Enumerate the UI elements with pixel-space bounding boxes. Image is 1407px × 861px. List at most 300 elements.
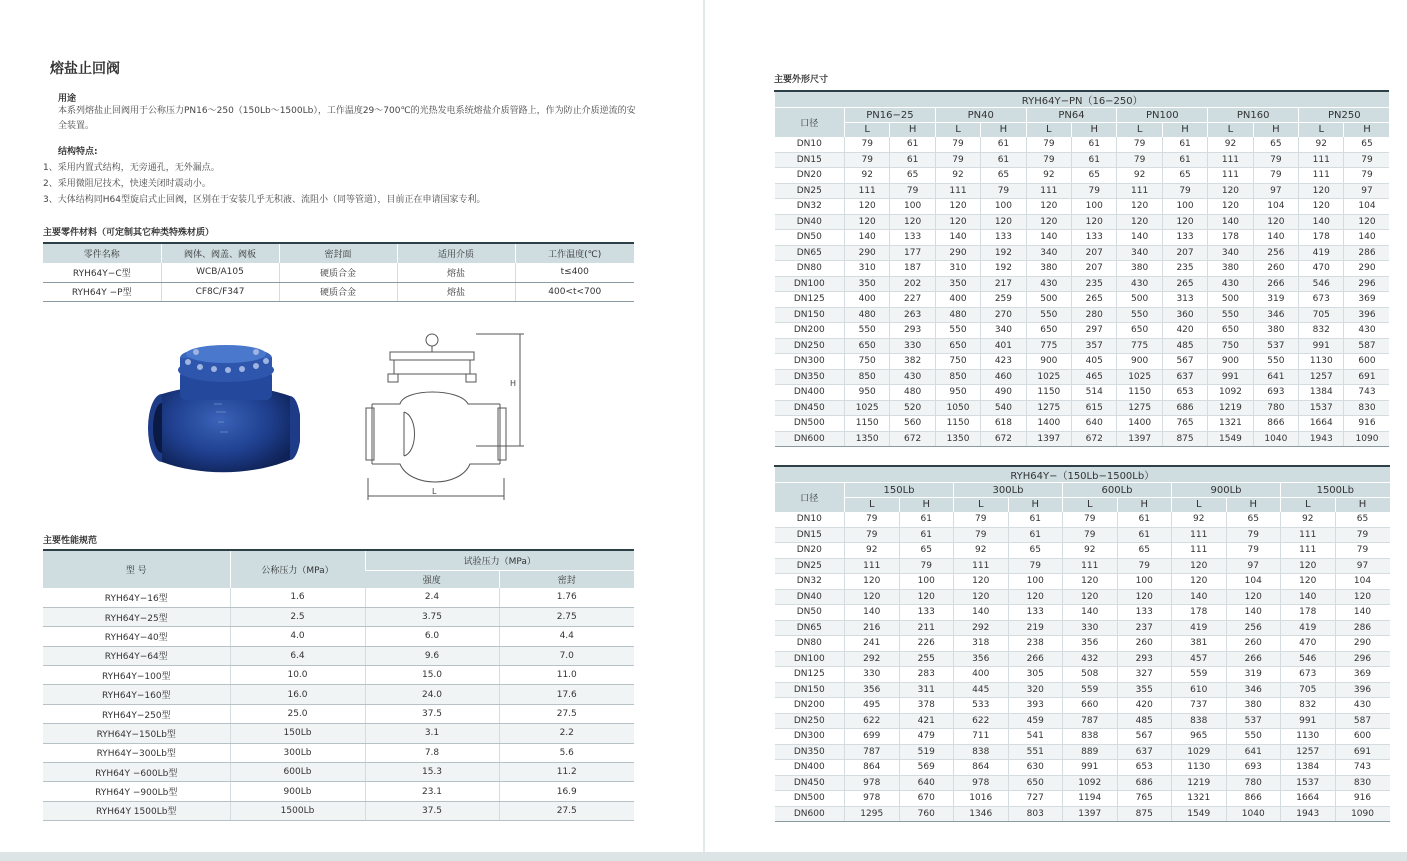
cell: 104 <box>1344 199 1390 215</box>
diameter-cell: DN600 <box>775 806 845 822</box>
cell: 207 <box>1072 245 1117 261</box>
cell: 111 <box>1026 183 1071 199</box>
diameter-cell: DN40 <box>775 589 845 605</box>
cell: 1943 <box>1281 806 1336 822</box>
cell: 100 <box>899 574 954 590</box>
cell: 140 <box>1253 230 1298 246</box>
cell: 311 <box>899 682 954 698</box>
cell: RYH64Y −600Lb型 <box>43 763 230 782</box>
diameter-cell: DN65 <box>775 245 845 261</box>
cell: 900 <box>1208 354 1253 370</box>
cell: 780 <box>1253 400 1298 416</box>
cell: 133 <box>890 230 935 246</box>
col-group: PN40 <box>935 108 1026 123</box>
cell: 140 <box>935 230 980 246</box>
diameter-cell: DN300 <box>775 354 845 370</box>
table-row <box>43 588 634 607</box>
cell: 637 <box>1117 744 1172 760</box>
cell: 1321 <box>1208 416 1253 432</box>
cell: 5.6 <box>499 743 634 762</box>
cell: 97 <box>1344 183 1390 199</box>
table-row <box>775 245 1390 261</box>
cell: 514 <box>1072 385 1117 401</box>
cell: 259 <box>981 292 1026 308</box>
table-row <box>775 307 1390 323</box>
cell: 356 <box>954 651 1009 667</box>
cell: 520 <box>890 400 935 416</box>
diameter-cell: DN350 <box>775 744 845 760</box>
cell: 380 <box>1253 323 1298 339</box>
cell: 1150 <box>1026 385 1071 401</box>
cell: RYH64Y −P型 <box>43 282 161 301</box>
cell: 104 <box>1226 574 1281 590</box>
cell: 430 <box>1026 276 1071 292</box>
cell: 265 <box>1072 292 1117 308</box>
cell: 550 <box>935 323 980 339</box>
cell: 79 <box>1344 152 1390 168</box>
cell: 1.76 <box>499 588 634 607</box>
cell: 92 <box>1208 137 1253 153</box>
cell: 653 <box>1117 760 1172 776</box>
diameter-cell: DN25 <box>775 183 845 199</box>
col-group: PN250 <box>1299 108 1390 123</box>
cell: 226 <box>899 636 954 652</box>
cell: 1397 <box>1063 806 1118 822</box>
cell: 11.0 <box>499 666 634 685</box>
cell: 750 <box>935 354 980 370</box>
cell: 120 <box>1063 589 1118 605</box>
cell: 405 <box>1072 354 1117 370</box>
cell: 838 <box>1063 729 1118 745</box>
cell: 1549 <box>1208 431 1253 447</box>
cell: 400 <box>845 292 890 308</box>
cell: 330 <box>890 338 935 354</box>
cell: 15.3 <box>365 763 499 782</box>
diameter-cell: DN100 <box>775 276 845 292</box>
cell: 120 <box>1172 558 1227 574</box>
materials-col-seal: 密封面 <box>279 243 397 263</box>
diameter-cell: DN250 <box>775 338 845 354</box>
col-l: L <box>845 498 900 512</box>
cell: 350 <box>845 276 890 292</box>
cell: 1219 <box>1208 400 1253 416</box>
cell: 480 <box>890 385 935 401</box>
cell: 1257 <box>1281 744 1336 760</box>
cell: 202 <box>890 276 935 292</box>
cell: 207 <box>1072 261 1117 277</box>
col-group: PN64 <box>1026 108 1117 123</box>
cell: 92 <box>845 168 890 184</box>
dimensions-heading: 主要外形尺寸 <box>774 75 829 85</box>
cell: 1050 <box>935 400 980 416</box>
cell: 79 <box>954 527 1009 543</box>
cell: 693 <box>1253 385 1298 401</box>
cell: 470 <box>1281 636 1336 652</box>
cell: 1664 <box>1299 416 1344 432</box>
cell: 369 <box>1344 292 1390 308</box>
cell: 23.1 <box>365 782 499 801</box>
cell: 672 <box>890 431 935 447</box>
cell: 430 <box>1335 698 1390 714</box>
cell: 369 <box>1335 667 1390 683</box>
cell: 17.6 <box>499 685 634 704</box>
diameter-cell: DN400 <box>775 385 845 401</box>
table-row <box>775 806 1390 822</box>
cell: 1040 <box>1253 431 1298 447</box>
cell: 79 <box>845 137 890 153</box>
cell: 120 <box>1117 214 1162 230</box>
cell: WCB/A105 <box>161 263 279 282</box>
cell: 192 <box>981 261 1026 277</box>
diameter-cell: DN40 <box>775 214 845 230</box>
cell: 6.0 <box>365 627 499 646</box>
cell: 381 <box>1172 636 1227 652</box>
table-row <box>43 666 634 685</box>
cell: 1130 <box>1281 729 1336 745</box>
table-row <box>43 782 634 801</box>
cell: 900 <box>1117 354 1162 370</box>
col-group: 150Lb <box>845 483 954 498</box>
table-row <box>43 704 634 723</box>
cell: 140 <box>1344 230 1390 246</box>
cell: 1537 <box>1299 400 1344 416</box>
cell: 207 <box>1162 245 1207 261</box>
cell: 120 <box>935 214 980 230</box>
cell: 1350 <box>935 431 980 447</box>
page-title: 熔盐止回阀 <box>50 61 120 77</box>
cell: 1130 <box>1299 354 1344 370</box>
cell: 1350 <box>845 431 890 447</box>
table-row <box>775 558 1390 574</box>
perf-col-pressure: 公称压力（MPa） <box>230 550 365 588</box>
col-h: H <box>1253 123 1298 137</box>
usage-heading: 用途 <box>58 94 77 104</box>
cell: 61 <box>1117 512 1172 528</box>
cell: 396 <box>1335 682 1390 698</box>
cell: 340 <box>1117 245 1162 261</box>
perf-col-test: 试验压力（MPa） <box>365 550 634 570</box>
cell: 1040 <box>1226 806 1281 822</box>
cell: 79 <box>981 183 1026 199</box>
cell: 1150 <box>845 416 890 432</box>
cell: 1400 <box>1026 416 1071 432</box>
cell: 640 <box>899 775 954 791</box>
perf-col-seal: 密封 <box>499 570 634 588</box>
col-h: H <box>1344 123 1390 137</box>
cell: 750 <box>1208 338 1253 354</box>
cell: 615 <box>1072 400 1117 416</box>
cell: 292 <box>845 651 900 667</box>
cell: 120 <box>1281 574 1336 590</box>
cell: 79 <box>1344 168 1390 184</box>
feature-item-1: 1、采用内置式结构，无旁通孔，无外漏点。 <box>43 163 220 173</box>
cell: 650 <box>1117 323 1162 339</box>
cell: 1092 <box>1208 385 1253 401</box>
cell: 1025 <box>1117 369 1162 385</box>
bottom-band <box>0 852 1407 861</box>
cell: 硬质合金 <box>279 282 397 301</box>
cell: 400 <box>954 667 1009 683</box>
cell: 37.5 <box>365 801 499 820</box>
table-row <box>43 282 634 301</box>
cell: 65 <box>981 168 1026 184</box>
cell: 266 <box>1253 276 1298 292</box>
cell: 260 <box>1253 261 1298 277</box>
col-h: H <box>899 498 954 512</box>
cell: 37.5 <box>365 704 499 723</box>
cell: 991 <box>1281 713 1336 729</box>
cell: 111 <box>954 558 1009 574</box>
col-group: 900Lb <box>1172 483 1281 498</box>
cell: 7.0 <box>499 646 634 665</box>
drawing-l-label: L <box>432 487 437 496</box>
cell: 10.0 <box>230 666 365 685</box>
cell: RYH64Y−150Lb型 <box>43 724 230 743</box>
cell: 79 <box>935 137 980 153</box>
cell: 765 <box>1117 791 1172 807</box>
cell: 430 <box>1117 276 1162 292</box>
cell: 485 <box>1117 713 1172 729</box>
cell: 120 <box>1208 183 1253 199</box>
diameter-cell: DN450 <box>775 775 845 791</box>
cell: 691 <box>1344 369 1390 385</box>
col-l: L <box>935 123 980 137</box>
cell: 978 <box>845 775 900 791</box>
cell: 350 <box>935 276 980 292</box>
cell: 241 <box>845 636 900 652</box>
cell: 537 <box>1226 713 1281 729</box>
cell: 622 <box>845 713 900 729</box>
cell: 120 <box>954 574 1009 590</box>
table-row <box>775 400 1390 416</box>
col-l: L <box>1026 123 1071 137</box>
diameter-cell: DN200 <box>775 698 845 714</box>
cell: 140 <box>1335 605 1390 621</box>
cell: 120 <box>1344 214 1390 230</box>
cell: 120 <box>1117 589 1172 605</box>
cell: 292 <box>954 620 1009 636</box>
cell: 965 <box>1172 729 1227 745</box>
cell: 65 <box>1008 543 1063 559</box>
cell: 533 <box>954 698 1009 714</box>
cell: 1090 <box>1344 431 1390 447</box>
cell: 227 <box>890 292 935 308</box>
cell: 950 <box>845 385 890 401</box>
cell: 1664 <box>1281 791 1336 807</box>
cell: 216 <box>845 620 900 636</box>
cell: 419 <box>1172 620 1227 636</box>
cell: 217 <box>981 276 1026 292</box>
cell: 133 <box>1117 605 1172 621</box>
cell: 550 <box>845 323 890 339</box>
diameter-cell: DN150 <box>775 682 845 698</box>
cell: 559 <box>1172 667 1227 683</box>
table-row <box>775 698 1390 714</box>
cell: 92 <box>845 543 900 559</box>
usage-text: 本系列熔盐止回阀用于公称压力PN16～250（150Lb～1500Lb），工作温度29～700℃的光热发电系统熔盐介质管路上，作为防止介质逆流的安全装置。 <box>58 106 636 131</box>
cell: 432 <box>1063 651 1118 667</box>
cell: 120 <box>954 589 1009 605</box>
cell: 1500Lb <box>230 801 365 820</box>
diameter-cell: DN350 <box>775 369 845 385</box>
cell: 92 <box>1172 512 1227 528</box>
cell: 673 <box>1299 292 1344 308</box>
cell: 991 <box>1208 369 1253 385</box>
cell: 65 <box>1072 168 1117 184</box>
table-row <box>775 183 1390 199</box>
table-row <box>775 214 1390 230</box>
cell: 65 <box>1117 543 1172 559</box>
cell: 211 <box>899 620 954 636</box>
cell: 熔盐 <box>397 282 515 301</box>
cell: 641 <box>1253 369 1298 385</box>
cell: 356 <box>845 682 900 698</box>
col-diameter: 口径 <box>775 483 845 512</box>
cell: 600Lb <box>230 763 365 782</box>
cell: 1090 <box>1335 806 1390 822</box>
cell: 1029 <box>1172 744 1227 760</box>
materials-col-part: 零件名称 <box>43 243 161 263</box>
cell: 178 <box>1172 605 1227 621</box>
cell: 120 <box>1026 199 1071 215</box>
cell: 290 <box>1335 636 1390 652</box>
cell: 140 <box>1117 230 1162 246</box>
cell: 569 <box>899 760 954 776</box>
cell: 445 <box>954 682 1009 698</box>
cell: 319 <box>1226 667 1281 683</box>
cell: 65 <box>1344 137 1390 153</box>
cell: 79 <box>845 527 900 543</box>
cell: 587 <box>1335 713 1390 729</box>
cell: 401 <box>981 338 1026 354</box>
cell: 393 <box>1008 698 1063 714</box>
cell: 286 <box>1344 245 1390 261</box>
col-l: L <box>954 498 1009 512</box>
cell: 79 <box>954 512 1009 528</box>
cell: 111 <box>1281 543 1336 559</box>
diameter-cell: DN10 <box>775 137 845 153</box>
cell: 550 <box>1117 307 1162 323</box>
cell: 465 <box>1072 369 1117 385</box>
cell: RYH64Y−C型 <box>43 263 161 282</box>
cell: 92 <box>1281 512 1336 528</box>
cell: 1025 <box>845 400 890 416</box>
cell: 256 <box>1253 245 1298 261</box>
feature-item-3: 3、大体结构同H64型旋启式止回阀，区别在于安装几乎无积液、流阻小（同等管道），目前正在申请国家专利。 <box>43 195 486 205</box>
cell: 111 <box>845 558 900 574</box>
table-row <box>775 230 1390 246</box>
cell: 120 <box>1208 199 1253 215</box>
table-row <box>775 744 1390 760</box>
cell: 889 <box>1063 744 1118 760</box>
cell: 346 <box>1226 682 1281 698</box>
col-h: H <box>1162 123 1207 137</box>
cell: 650 <box>1026 323 1071 339</box>
cell: 4.4 <box>499 627 634 646</box>
cell: 775 <box>1117 338 1162 354</box>
materials-col-body: 阀体、阀盖、阀板 <box>161 243 279 263</box>
col-l: L <box>1117 123 1162 137</box>
cell: 79 <box>1117 137 1162 153</box>
cell: 650 <box>1008 775 1063 791</box>
cell: 178 <box>1208 230 1253 246</box>
cell: 61 <box>890 137 935 153</box>
cell: RYH64Y−100型 <box>43 666 230 685</box>
cell: 65 <box>890 168 935 184</box>
cell: 830 <box>1335 775 1390 791</box>
cell: 290 <box>935 245 980 261</box>
cell: 485 <box>1162 338 1207 354</box>
cell: 650 <box>845 338 890 354</box>
cell: 111 <box>935 183 980 199</box>
cell: 140 <box>1026 230 1071 246</box>
cell: 140 <box>845 230 890 246</box>
cell: 290 <box>1344 261 1390 277</box>
table-row <box>43 263 634 282</box>
cell: 705 <box>1299 307 1344 323</box>
cell: 266 <box>1226 651 1281 667</box>
table-row <box>43 685 634 704</box>
table-row <box>775 431 1390 447</box>
cell: 120 <box>845 214 890 230</box>
cell: 178 <box>1299 230 1344 246</box>
cell: 61 <box>1008 512 1063 528</box>
cell: 686 <box>1162 400 1207 416</box>
cell: 79 <box>890 183 935 199</box>
cell: 61 <box>1072 152 1117 168</box>
cell: 1275 <box>1117 400 1162 416</box>
cell: 641 <box>1226 744 1281 760</box>
cell: 421 <box>899 713 954 729</box>
cell: 765 <box>1162 416 1207 432</box>
cell: 120 <box>1072 214 1117 230</box>
cell: RYH64Y−160型 <box>43 685 230 704</box>
cell: 672 <box>981 431 1026 447</box>
cell: 79 <box>1117 152 1162 168</box>
cell: 787 <box>1063 713 1118 729</box>
cell: 550 <box>1208 307 1253 323</box>
cell: 750 <box>845 354 890 370</box>
cell: 711 <box>954 729 1009 745</box>
cell: 111 <box>1299 168 1344 184</box>
diameter-cell: DN15 <box>775 152 845 168</box>
cell: 140 <box>1063 605 1118 621</box>
valve-photo <box>140 330 300 490</box>
cell: 4.0 <box>230 627 365 646</box>
cell: 120 <box>1117 199 1162 215</box>
valve-drawing <box>360 328 530 503</box>
cell: 79 <box>1117 558 1172 574</box>
diameter-cell: DN500 <box>775 791 845 807</box>
cell: 330 <box>845 667 900 683</box>
cell: 672 <box>1072 431 1117 447</box>
cell: 305 <box>1008 667 1063 683</box>
cell: 92 <box>1117 168 1162 184</box>
cell: 2.2 <box>499 724 634 743</box>
cell: 104 <box>1253 199 1298 215</box>
table-row <box>43 743 634 762</box>
cell: 850 <box>845 369 890 385</box>
cell: 79 <box>1063 512 1118 528</box>
cell: 320 <box>1008 682 1063 698</box>
col-l: L <box>1063 498 1118 512</box>
table-row <box>775 338 1390 354</box>
cell: 357 <box>1072 338 1117 354</box>
cell: 120 <box>1253 214 1298 230</box>
perf-col-strength: 强度 <box>365 570 499 588</box>
cell: 737 <box>1172 698 1227 714</box>
cell: 1092 <box>1063 775 1118 791</box>
